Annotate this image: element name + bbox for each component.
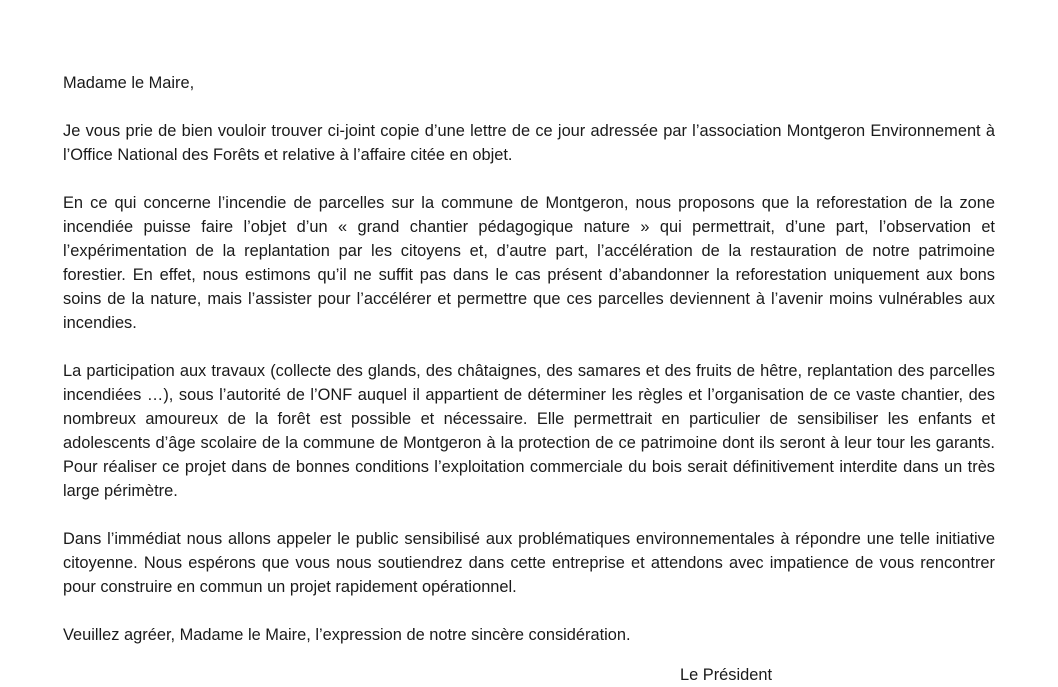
letter-salutation: Madame le Maire,	[63, 74, 195, 92]
letter-signature: Le Président	[680, 666, 773, 684]
letter-closing: Veuillez agréer, Madame le Maire, l’expression de notre sincère considération.	[63, 626, 631, 644]
letter-paragraph-4: Dans l’immédiat nous allons appeler le public sensibilisé aux problématiques environnementales à répondre une telle initiative citoyenne. Nous espérons que vous nous soutiendrez dans cette entreprise et attendons avec impatience de vous rencontrer pour construire en commun un projet rapidement opérationnel.	[63, 530, 995, 596]
letter-paragraph-3: La participation aux travaux (collecte des glands, des châtaignes, des samares et des fruits de hêtre, replantation des parcelles incendiées …), sous l’autorité de l’ONF auquel il appartient de déterminer les règles et l’organisation de ce vaste chantier, des nombreux amoureux de la forêt est possible et nécessaire. Elle permettrait en particulier de sensibiliser les enfants et adolescents d’âge scolaire de la commune de Montgeron à la protection de ce patrimoine dont ils seront à leur tour les garants. Pour réaliser ce projet dans de bonnes conditions l’exploitation commerciale du bois serait définitivement interdite dans un très large périmètre.	[63, 362, 995, 500]
letter-paragraph-2: En ce qui concerne l’incendie de parcelles sur la commune de Montgeron, nous proposons que la reforestation de la zone incendiée puisse faire l’objet d’un « grand chantier pédagogique nature » qui permettrait, d’une part, l’observation et l’expérimentation de la replantation par les citoyens et, d’autre part, l’accélération de la restauration de notre patrimoine forestier. En effet, nous estimons qu’il ne suffit pas dans le cas présent d’abandonner la reforestation uniquement aux bons soins de la nature, mais l’assister pour l’accélérer et permettre que ces parcelles deviennent à l’avenir moins vulnérables aux incendies.	[63, 194, 995, 332]
letter-paragraph-1: Je vous prie de bien vouloir trouver ci-joint copie d’une lettre de ce jour adressée par l’association Montgeron Environnement à l’Office National des Forêts et relative à l’affaire citée en objet.	[63, 122, 995, 164]
